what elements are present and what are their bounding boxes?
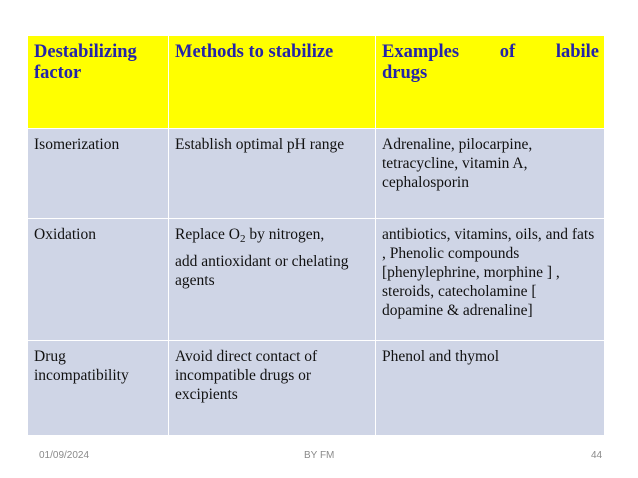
cell-factor — [28, 341, 169, 436]
cell-method-text: Avoid direct contact of incompatible drugs or excipients — [175, 348, 318, 403]
cell-factor-text: Isomerization — [34, 136, 120, 153]
header-col1-text: Destabilizing factor — [34, 42, 137, 83]
header-methods — [169, 36, 376, 129]
cell-examples — [376, 129, 605, 219]
oxygen-subscript: 2 — [239, 233, 246, 245]
cell-method-text: Replace O — [175, 226, 240, 243]
table-header-row — [28, 36, 605, 129]
cell-examples-text: Adrenaline, pilocarpine, tetracycline, vitamin A, cephalosporin — [382, 136, 533, 191]
footer-page-number: 44 — [591, 450, 603, 461]
footer-date: 01/09/2024 — [39, 450, 90, 461]
cell-method — [169, 129, 376, 219]
cell-examples — [376, 341, 605, 436]
header-col3-line1: Examples of labile — [382, 42, 599, 62]
header-col3-line2: drugs — [382, 63, 428, 83]
cell-factor — [28, 129, 169, 219]
table-row — [28, 219, 605, 341]
cell-method — [169, 219, 376, 341]
cell-method-text-cont: by nitrogen, — [245, 226, 325, 243]
cell-factor-text: Oxidation — [34, 226, 96, 243]
cell-examples-text: Phenol and thymol — [382, 348, 500, 365]
header-col2-text: Methods to stabilize — [175, 42, 334, 62]
table-row — [28, 129, 605, 219]
cell-method-text: Establish optimal pH range — [175, 136, 345, 153]
cell-method-line2: add antioxidant or chelating agents — [175, 253, 349, 289]
table-row — [28, 341, 605, 436]
footer-author: BY FM — [304, 450, 335, 461]
cell-factor — [28, 219, 169, 341]
stability-table — [27, 35, 605, 436]
cell-factor-text: Drug incompatibility — [34, 348, 129, 384]
cell-examples — [376, 219, 605, 341]
cell-method — [169, 341, 376, 436]
header-examples — [376, 36, 605, 129]
cell-examples-text: antibiotics, vitamins, oils, and fats , Phenolic compounds [phenylephrine, morphine ] , steroids, catecholamine [ dopamine & adrenaline] — [382, 226, 595, 319]
header-destabilizing-factor — [28, 36, 169, 129]
